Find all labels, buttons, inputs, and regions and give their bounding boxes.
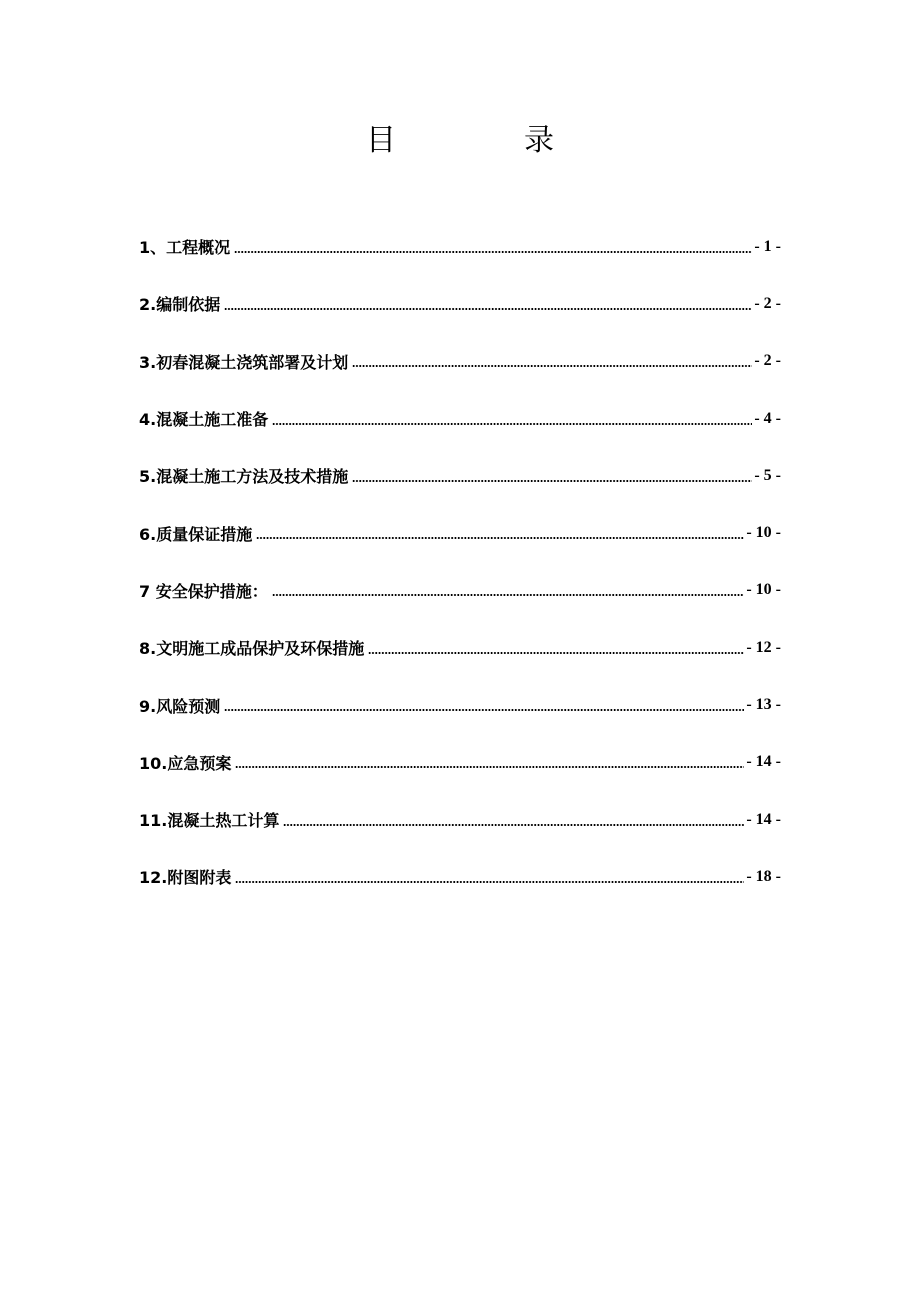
- toc-page-number: - 4 -: [754, 409, 781, 427]
- toc-entry[interactable]: [139, 619, 781, 676]
- toc-entry[interactable]: [139, 734, 781, 791]
- toc-dot-leader: [256, 537, 744, 539]
- toc-dot-leader: [224, 709, 744, 711]
- toc-page-number: - 10 -: [746, 581, 781, 599]
- table-of-contents: [139, 218, 781, 906]
- toc-dot-leader: [352, 365, 752, 367]
- toc-entry[interactable]: [139, 848, 781, 905]
- toc-entry-label: 8.文明施工成品保护及环保措施: [139, 639, 365, 659]
- toc-page-number: - 2 -: [754, 294, 781, 312]
- toc-dot-leader: [352, 480, 752, 482]
- toc-dot-leader: [235, 881, 744, 883]
- toc-entry[interactable]: [139, 562, 781, 619]
- toc-dot-leader: [368, 652, 744, 654]
- toc-dot-leader: [224, 308, 752, 310]
- toc-entry-label: 2.编制依据: [139, 295, 221, 315]
- toc-page-number: - 12 -: [746, 638, 781, 656]
- toc-page-number: - 14 -: [746, 753, 781, 771]
- toc-entry[interactable]: [139, 275, 781, 332]
- toc-entry-label: 5.混凝土施工方法及技术措施: [139, 467, 349, 487]
- toc-page-number: - 5 -: [754, 466, 781, 484]
- toc-dot-leader: [272, 594, 745, 596]
- toc-page-number: - 13 -: [746, 696, 781, 714]
- toc-page-number: - 14 -: [746, 810, 781, 828]
- toc-page-number: - 2 -: [754, 352, 781, 370]
- toc-page-number: - 1 -: [754, 237, 781, 255]
- toc-entry-label: 4.混凝土施工准备: [139, 410, 269, 430]
- toc-entry[interactable]: [139, 447, 781, 504]
- toc-dot-leader: [235, 766, 744, 768]
- toc-entry-label: 10.应急预案: [139, 753, 232, 773]
- toc-dot-leader: [283, 824, 744, 826]
- toc-page-number: - 10 -: [746, 524, 781, 542]
- toc-entry[interactable]: [139, 676, 781, 733]
- toc-entry-label: 1、工程概况: [139, 238, 231, 258]
- toc-entry[interactable]: [139, 218, 781, 275]
- title-char-right: 录: [524, 123, 554, 158]
- toc-page-number: - 18 -: [746, 867, 781, 885]
- toc-dot-leader: [234, 251, 752, 253]
- toc-entry-label: 7 安全保护措施：: [139, 581, 268, 601]
- toc-entry[interactable]: [139, 791, 781, 848]
- toc-entry[interactable]: [139, 333, 781, 390]
- toc-entry-label: 9.风险预测: [139, 696, 221, 716]
- toc-entry-label: 6.质量保证措施: [139, 524, 253, 544]
- page-title: [0, 112, 920, 162]
- toc-entry-label: 11.混凝土热工计算: [139, 811, 280, 831]
- toc-entry[interactable]: [139, 390, 781, 447]
- title-char-left: 目: [366, 123, 396, 158]
- toc-dot-leader: [272, 423, 752, 425]
- toc-entry-label: 3.初春混凝土浇筑部署及计划: [139, 352, 349, 372]
- toc-entry-label: 12.附图附表: [139, 868, 232, 888]
- toc-entry[interactable]: [139, 504, 781, 561]
